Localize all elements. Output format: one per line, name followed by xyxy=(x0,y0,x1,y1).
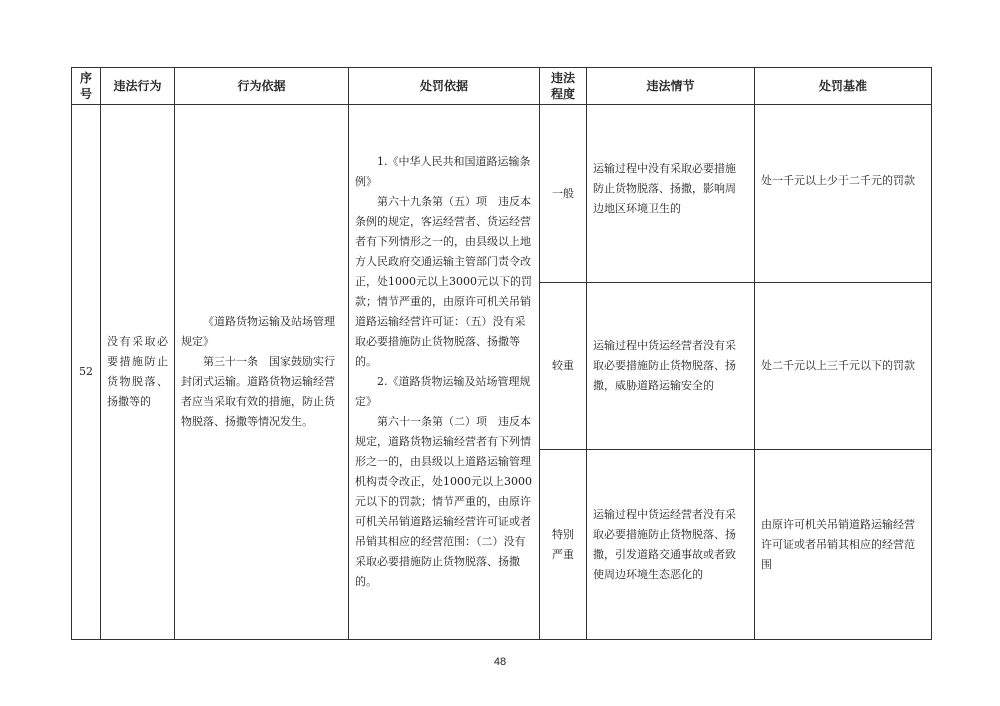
penalty-basis-law-2: 2.《道路货物运输及站场管理规定》 xyxy=(355,375,531,408)
level-general: 一般 xyxy=(540,105,587,283)
level-serious: 较重 xyxy=(540,283,587,450)
level-especially-serious: 特别严重 xyxy=(540,450,587,640)
act-basis xyxy=(175,105,349,640)
page-number: 48 xyxy=(493,656,507,668)
header-circumstance: 违法情节 xyxy=(587,68,755,105)
header-row xyxy=(72,68,932,105)
header-penalty-basis: 处罚依据 xyxy=(349,68,540,105)
penalty-table xyxy=(71,67,932,640)
header-level: 违法程度 xyxy=(540,68,587,105)
standard-general: 处一千元以上少于二千元的罚款 xyxy=(755,105,932,283)
circumstance-especially-serious: 运输过程中货运经营者没有采取必要措施防止货物脱落、扬撒，引发道路交通事故或者致使周边环境生态恶化的 xyxy=(587,450,755,640)
row-number: 52 xyxy=(72,105,101,640)
circumstance-serious: 运输过程中货运经营者没有采取必要措施防止货物脱落、扬撒，威胁道路运输安全的 xyxy=(587,283,755,450)
penalty-basis-article-2: 第六十一条第（二）项 违反本规定，道路货物运输经营者有下列情形之一的，由县级以上道路运输管理机构责令改正，处1000元以上3000元以下的罚款；情节严重的，由原许可机关吊销道路运输经营许可证或者吊销其相应的经营范围：（二）没有采取必要措施防止货物脱落、扬撒的。 xyxy=(355,415,532,588)
standard-serious: 处二千元以上三千元以下的罚款 xyxy=(755,283,932,450)
penalty-basis xyxy=(349,105,540,640)
basis-article: 第三十一条 国家鼓励实行封闭式运输。道路货物运输经营者应当采取有效的措施，防止货物脱落、扬撒等情况发生。 xyxy=(181,355,335,428)
violation-act: 没有采取必要措施防止货物脱落、扬撒等的 xyxy=(101,105,175,640)
header-standard: 处罚基准 xyxy=(755,68,932,105)
standard-especially-serious: 由原许可机关吊销道路运输经营许可证或者吊销其相应的经营范围 xyxy=(755,450,932,640)
header-act: 违法行为 xyxy=(101,68,175,105)
penalty-basis-law-1: 1.《中华人民共和国道路运输条例》 xyxy=(355,155,531,188)
header-no: 序号 xyxy=(72,68,101,105)
basis-title: 《道路货物运输及站场管理规定》 xyxy=(181,315,335,348)
header-basis: 行为依据 xyxy=(175,68,349,105)
table-row xyxy=(72,105,932,283)
penalty-basis-article-1: 第六十九条第（五）项 违反本条例的规定，客运经营者、货运经营者有下列情形之一的，由县级以上地方人民政府交通运输主管部门责令改正，处1000元以上3000元以下的罚款；情节严重的，由原许可机关吊销道路运输经营许可证：（五）没有采取必要措施防止货物脱落、扬撒等的。 xyxy=(355,195,532,368)
circumstance-general: 运输过程中没有采取必要措施防止货物脱落、扬撒，影响周边地区环境卫生的 xyxy=(587,105,755,283)
